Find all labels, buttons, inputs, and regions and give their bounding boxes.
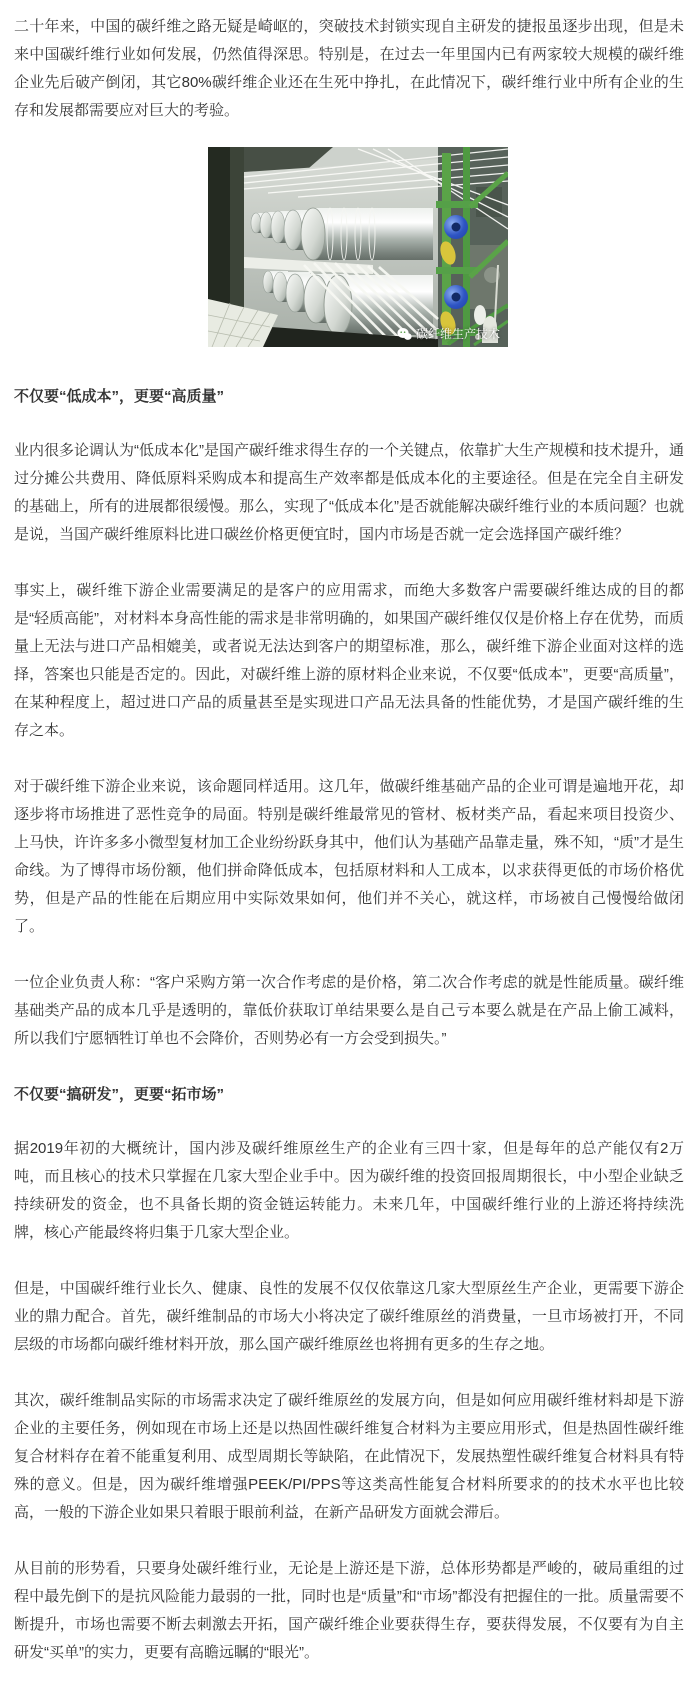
carbon-fiber-factory-illustration [208, 147, 508, 347]
section-heading-quality: 不仅要“低成本”，更要“高质量” [14, 388, 225, 405]
article-paragraph: 对于碳纤维下游企业来说，该命题同样适用。这几年，做碳纤维基础产品的企业可谓是遍地开花，却逐步将市场推进了恶性竞争的局面。特别是碳纤维最常见的管材、板材类产品，看起来项目投资少、上马快，许许多多小微型复材加工企业纷纷跃身其中，他们认为基础产品靠走量，殊不知，“质”才是生命线。为了博得市场份额，他们拼命降低成本，包括原材料和人工成本，以求获得更低的市场价格优势，但是产品的性能在后期应用中实际效果如何，他们并不关心，就这样，市场被自己慢慢给做闭了。 [14, 778, 684, 935]
article-paragraph: 据2019年初的大概统计，国内涉及碳纤维原丝生产的企业有三四十家，但是每年的总产能仅有2万吨，而且核心的技术只掌握在几家大型企业手中。因为碳纤维的投资回报周期很长，中小型企业缺乏持续研发的资金，也不具备长期的资金链运转能力。未来几年，中国碳纤维行业的上游还将持续洗牌，核心产能最终将归集于几家大型企业。 [14, 1140, 684, 1241]
article-image[interactable] [208, 147, 508, 347]
image-watermark [397, 327, 500, 341]
article-paragraph: 其次，碳纤维制品实际的市场需求决定了碳纤维原丝的发展方向，但是如何应用碳纤维材料却是下游企业的主要任务，例如现在市场上还是以热固性碳纤维复合材料为主要应用形式，但是热固性碳纤维复合材料存在着不能重复利用、成型周期长等缺陷，在此情况下，发展热塑性碳纤维复合材料具有特殊的意义。但是，因为碳纤维增强PEEK/PI/PPS等这类高性能复合材料所要求的的技术水平也比较高，一般的下游企业如果只着眼于眼前利益，在新产品研发方面就会滞后。 [14, 1392, 684, 1521]
article-paragraph: 业内很多论调认为“低成本化”是国产碳纤维求得生存的一个关键点，依靠扩大生产规模和技术提升，通过分摊公共费用、降低原料采购成本和提高生产效率都是低成本化的主要途径。但是在完全自主研发的基础上，所有的进展都很缓慢。那么，实现了“低成本化”是否就能解决碳纤维行业的本质问题？也就是说，当国产碳纤维原料比进口碳丝价格更便宜时，国内市场是否就一定会选择国产碳纤维？ [14, 442, 684, 543]
watermark-logo-icon [397, 327, 412, 341]
article-paragraph: 二十年来，中国的碳纤维之路无疑是崎岖的，突破技术封锁实现自主研发的捷报虽逐步出现，但是未来中国碳纤维行业如何发展，仍然值得深思。特别是，在过去一年里国内已有两家较大规模的碳纤维企业先后破产倒闭，其它80%碳纤维企业还在生死中挣扎，在此情况下，碳纤维行业中所有企业的生存和发展都需要应对巨大的考验。 [14, 18, 684, 119]
article-paragraph: 一位企业负责人称：“客户采购方第一次合作考虑的是价格，第二次合作考虑的就是性能质量。碳纤维基础类产品的成本几乎是透明的，靠低价获取订单结果要么是自己亏本要么就是在产品上偷工减料，所以我们宁愿牺牲订单也不会降价，否则势必有一方会受到损失。” [14, 974, 684, 1047]
article-paragraph: 从目前的形势看，只要身处碳纤维行业，无论是上游还是下游，总体形势都是严峻的，破局重组的过程中最先倒下的是抗风险能力最弱的一批，同时也是“质量”和“市场”都没有把握住的一批。质量需要不断提升，市场也需要不断去刺激去开拓，国产碳纤维企业要获得生存，要获得发展，不仅要有为自主研发“买单”的实力，更要有高瞻远瞩的“眼光”。 [14, 1560, 684, 1661]
section-heading-market: 不仅要“搞研发”，更要“拓市场” [14, 1086, 225, 1103]
watermark-label: 碳纤维生产技术 [415, 327, 500, 341]
article-paragraph: 但是，中国碳纤维行业长久、健康、良性的发展不仅仅依靠这几家大型原丝生产企业，更需要下游企业的鼎力配合。首先，碳纤维制品的市场大小将决定了碳纤维原丝的消费量，一旦市场被打开，不同层级的市场都向碳纤维材料开放，那么国产碳纤维原丝也将拥有更多的生存之地。 [14, 1280, 684, 1353]
article-paragraph: 事实上，碳纤维下游企业需要满足的是客户的应用需求，而绝大多数客户需要碳纤维达成的目的都是“轻质高能”，对材料本身高性能的需求是非常明确的，如果国产碳纤维仅仅是价格上存在优势，而质量上无法与进口产品相媲美，或者说无法达到客户的期望标准，那么，碳纤维下游企业面对这样的选择，答案也只能是否定的。因此，对碳纤维上游的原材料企业来说，不仅要“低成本”，更要“高质量”，在某种程度上，超过进口产品的质量甚至是实现进口产品无法具备的性能优势，才是国产碳纤维的生存之本。 [14, 582, 684, 739]
